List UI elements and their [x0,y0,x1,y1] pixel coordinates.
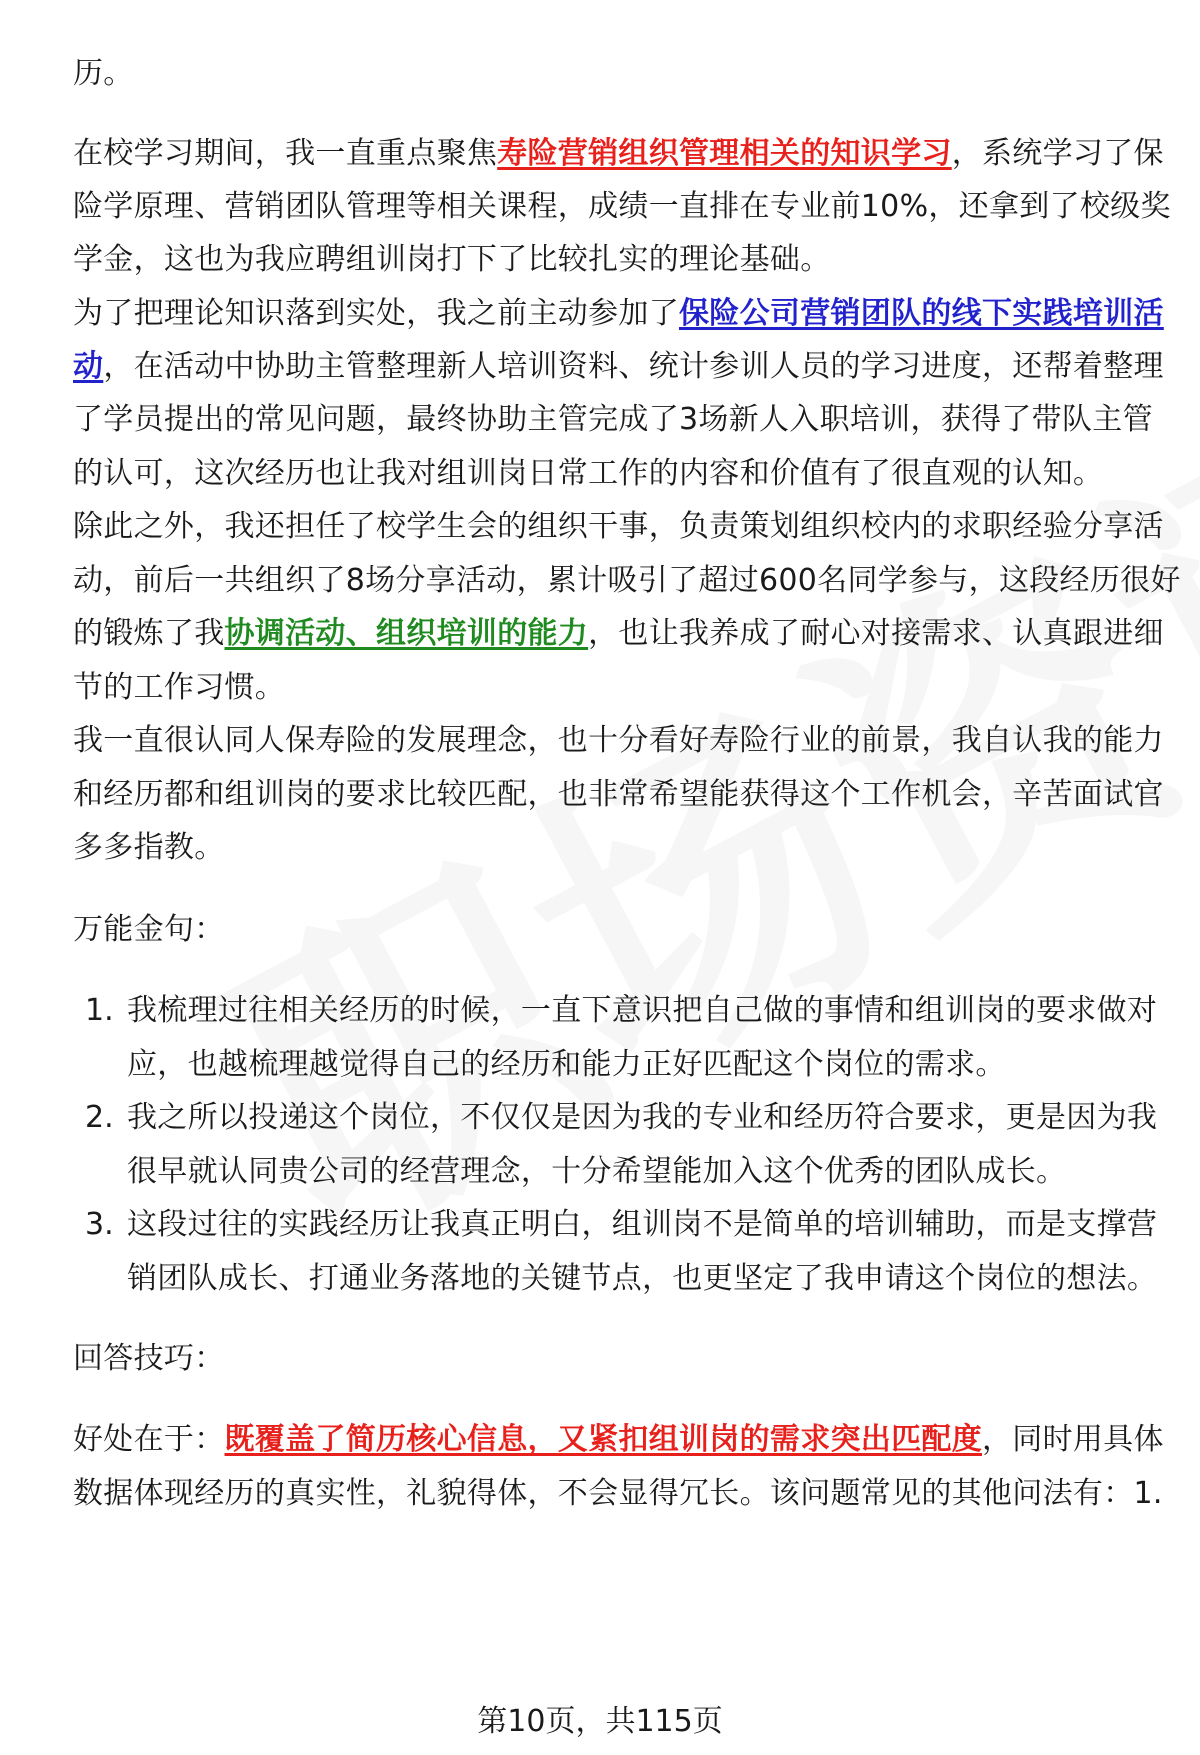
paragraph-line [73,240,1153,280]
text: 动，前后一共组织了8场分享活动，累计吸引了超过600名同学参与，这段经历很好 [73,563,1181,598]
list-item-line [127,1259,1157,1299]
paragraph-line [73,54,1153,94]
text: 除此之外，我还担任了校学生会的组织干事，负责策划组织校内的求职经验分享活 [73,509,1164,544]
paragraph-line [73,614,1164,654]
list-item-line [127,1098,1157,1138]
text: 学金，这也为我应聘组训岗打下了比较扎实的理论基础。 [73,242,831,277]
text: 很早就认同贵公司的经营理念，十分希望能加入这个优秀的团队成长。 [127,1154,1067,1189]
text: ，也让我养成了耐心对接需求、认真跟进细 [588,616,1164,651]
text: ，同时用具体 [982,1422,1164,1457]
list-item-line [127,1045,1157,1085]
paragraph-line [73,400,1153,440]
highlight-green: 协调活动、组织培训的能力 [224,616,589,651]
paragraph-line [73,668,1153,708]
paragraph-line [73,1474,1163,1514]
paragraph-line [73,561,1181,601]
text: 我一直很认同人保寿险的发展理念，也十分看好寿险行业的前景，我自认我的能力 [73,723,1164,758]
paragraph-line [73,134,1164,174]
text: 了学员提出的常见问题，最终协助主管完成了3场新人入职培训，获得了带队主管 [73,402,1153,437]
text: 和经历都和组训岗的要求比较匹配，也非常希望能获得这个工作机会，辛苦面试官 [73,777,1164,812]
paragraph-line [73,775,1164,815]
page-number: 第10页，共115页 [477,1704,723,1739]
text: 万能金句： [73,912,225,947]
list-item-line [127,991,1157,1031]
highlight-blue: 保险公司营销团队的线下实践培训活 [679,296,1164,331]
text: 应，也越梳理越觉得自己的经历和能力正好匹配这个岗位的需求。 [127,1047,1006,1082]
list-number: 2. [85,1100,114,1135]
list-item-line [127,1205,1157,1245]
list-item-line [127,1152,1157,1192]
paragraph-line [73,294,1164,334]
paragraph-line [73,347,1164,387]
text: 多多指教。 [73,830,225,865]
highlight-red: 寿险营销组织管理相关的知识学习 [497,136,952,171]
paragraph-line [73,454,1153,494]
highlight-red: 既覆盖了简历核心信息，又紧扣组训岗的需求突出匹配度 [224,1422,982,1457]
text: 节的工作习惯。 [73,670,286,705]
paragraph-line [73,1420,1164,1460]
section-heading [73,1339,1153,1379]
paragraph-line [73,187,1171,227]
text: 险学原理、营销团队管理等相关课程，成绩一直排在专业前10%，还拿到了校级奖 [73,189,1171,224]
list-number: 3. [85,1207,114,1242]
text: 历。 [73,56,134,91]
text: 这段过往的实践经历让我真正明白，组训岗不是简单的培训辅助，而是支撑营 [127,1207,1158,1242]
text: 的认可，这次经历也让我对组训岗日常工作的内容和价值有了很直观的认知。 [73,456,1104,491]
text: 数据体现经历的真实性，礼貌得体，不会显得冗长。该问题常见的其他问法有：1. [73,1476,1163,1511]
text: 我梳理过往相关经历的时候，一直下意识把自己做的事情和组训岗的要求做对 [127,993,1158,1028]
highlight-blue: 动 [73,349,104,384]
text: 回答技巧： [73,1341,225,1376]
text: 销团队成长、打通业务落地的关键节点，也更坚定了我申请这个岗位的想法。 [127,1261,1158,1296]
text: 的锻炼了我 [73,616,225,651]
text: 为了把理论知识落到实处，我之前主动参加了 [73,296,679,331]
text: 好处在于： [73,1422,225,1457]
text: 我之所以投递这个岗位，不仅仅是因为我的专业和经历符合要求，更是因为我 [127,1100,1158,1135]
text: ，系统学习了保 [951,136,1164,171]
section-heading [73,910,1153,950]
text: 在校学习期间，我一直重点聚焦 [73,136,498,171]
paragraph-line [73,721,1164,761]
paragraph-line [73,828,1153,868]
paragraph-line [73,507,1164,547]
text: ，在活动中协助主管整理新人培训资料、统计参训人员的学习进度，还帮着整理 [103,349,1164,384]
list-number: 1. [85,993,114,1028]
